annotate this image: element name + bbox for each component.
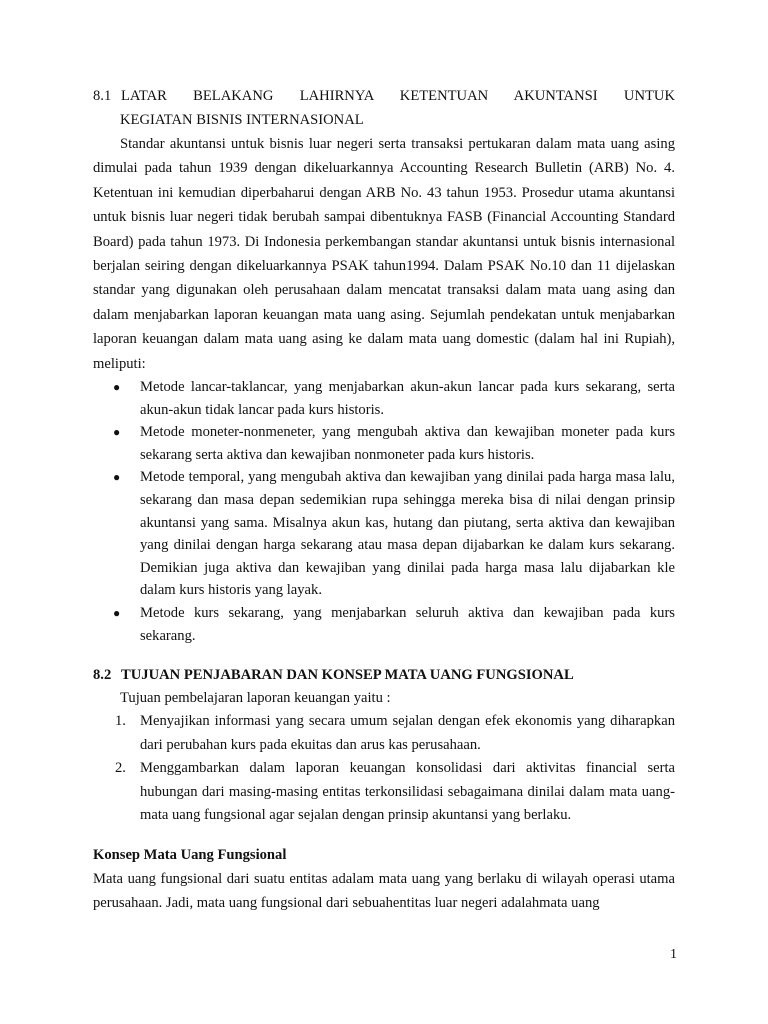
section-title: TUJUAN PENJABARAN DAN KONSEP MATA UANG FUNGSIONAL <box>121 667 574 684</box>
objective-list <box>93 710 675 828</box>
section-number: 8.2 <box>93 667 112 684</box>
document-page <box>93 84 675 915</box>
bullet-icon: ● <box>113 425 121 440</box>
section-title-line2: KEGIATAN BISNIS INTERNASIONAL <box>120 112 364 128</box>
section-heading-8-1 <box>93 84 675 108</box>
method-list <box>93 376 675 647</box>
list-item-number: 2. <box>115 760 126 777</box>
list-item <box>115 710 675 757</box>
page-number: 1 <box>670 947 677 962</box>
bullet-icon: ● <box>113 470 121 485</box>
bullet-icon: ● <box>113 606 121 620</box>
list-item-text: Metode moneter-nonmeneter, yang mengubah aktiva dan kewajiban moneter pada kurs sekarang serta aktiva dan kewajiban nonmoneter pada kurs historis. <box>140 424 675 463</box>
list-item-text: Menyajikan informasi yang secara umum sejalan dengan efek ekonomis yang diharapkan dari perubahan kurs pada ekuitas dan arus kas perusahaan. <box>140 713 675 753</box>
list-item-number: 1. <box>115 713 126 730</box>
list-item-text: Metode kurs sekarang, yang menjabarkan seluruh aktiva dan kewajiban pada kurs sekarang. <box>140 605 675 644</box>
section-heading-8-2 <box>93 664 675 686</box>
list-item <box>113 602 675 647</box>
list-item <box>115 757 675 828</box>
list-item <box>113 376 675 421</box>
section-8-2-intro: Tujuan pembelajaran laporan keuangan yaitu : <box>120 690 391 707</box>
list-item <box>113 421 675 466</box>
section-8-1-paragraph: Standar akuntansi untuk bisnis luar negeri serta transaksi pertukaran dalam mata uang asing dimulai pada tahun 1939 dengan dikeluarkannya Accounting Research Bulletin (ARB) No. 4. Ketentuan ini kemudian diperbaharui dengan ARB No. 43 tahun 1953. Prosedur utama akuntansi untuk bisnis luar negeri tidak berubah sampai dibentuknya FASB (Financial Accounting Standard Board) pada tahun 1973. Di Indonesia perkembangan standar akuntansi untuk bisnis internasional berjalan seiring dengan dikeluarkannya PSAK tahun1994. Dalam PSAK No.10 dan 11 dijelaskan standar yang digunakan oleh perusahaan dalam mencatat transaksi dalam mata uang asing dan dalam menjabarkan laporan keuangan mata uang asing. Sejumlah pendekatan untuk menjabarkan laporan keuangan dalam mata uang asing ke dalam mata uang domestic (dalam hal ini Rupiah), meliputi: <box>93 136 675 372</box>
list-item-text: Menggambarkan dalam laporan keuangan konsolidasi dari aktivitas financial serta hubungan dari masing-masing entitas terkonsilidasi sebagaimana dinilai dalam mata uang-mata uang fungsional agar sejalan dengan prinsip akuntansi yang berlaku. <box>140 760 675 824</box>
bullet-icon: ● <box>113 380 121 395</box>
list-item <box>113 466 675 602</box>
section-number: 8.1 <box>93 88 112 104</box>
section-title-line1: LATAR BELAKANG LAHIRNYA KETENTUAN AKUNTANSI UNTUK <box>121 88 675 104</box>
list-item-text: Metode temporal, yang mengubah aktiva dan kewajiban yang dinilai pada harga masa lalu, sekarang dan masa depan sedemikian rupa sehingga mereka bisa di nilai dengan prinsip akuntansi yang sama. Misalnya akun kas, hutang dan piutang, serta aktiva dan kewajiban yang dinilai dengan harga sekarang atau masa depan dijabarkan ke dalam kurs sekarang. Demikian juga aktiva dan kewajiban yang dinilai pada harga masa lalu dijabarkan kle dalam kurs historis yang layak. <box>140 469 675 599</box>
list-item-text: Metode lancar-taklancar, yang menjabarkan akun-akun lancar pada kurs sekarang, serta akun-akun tidak lancar pada kurs historis. <box>140 379 675 418</box>
konsep-paragraph: Mata uang fungsional dari suatu entitas adalam mata uang yang berlaku di wilayah operasi utama perusahaan. Jadi, mata uang fungsional dari sebuahentitas luar negeri adalahmata uang <box>93 870 675 911</box>
subsection-heading: Konsep Mata Uang Fungsional <box>93 846 287 863</box>
